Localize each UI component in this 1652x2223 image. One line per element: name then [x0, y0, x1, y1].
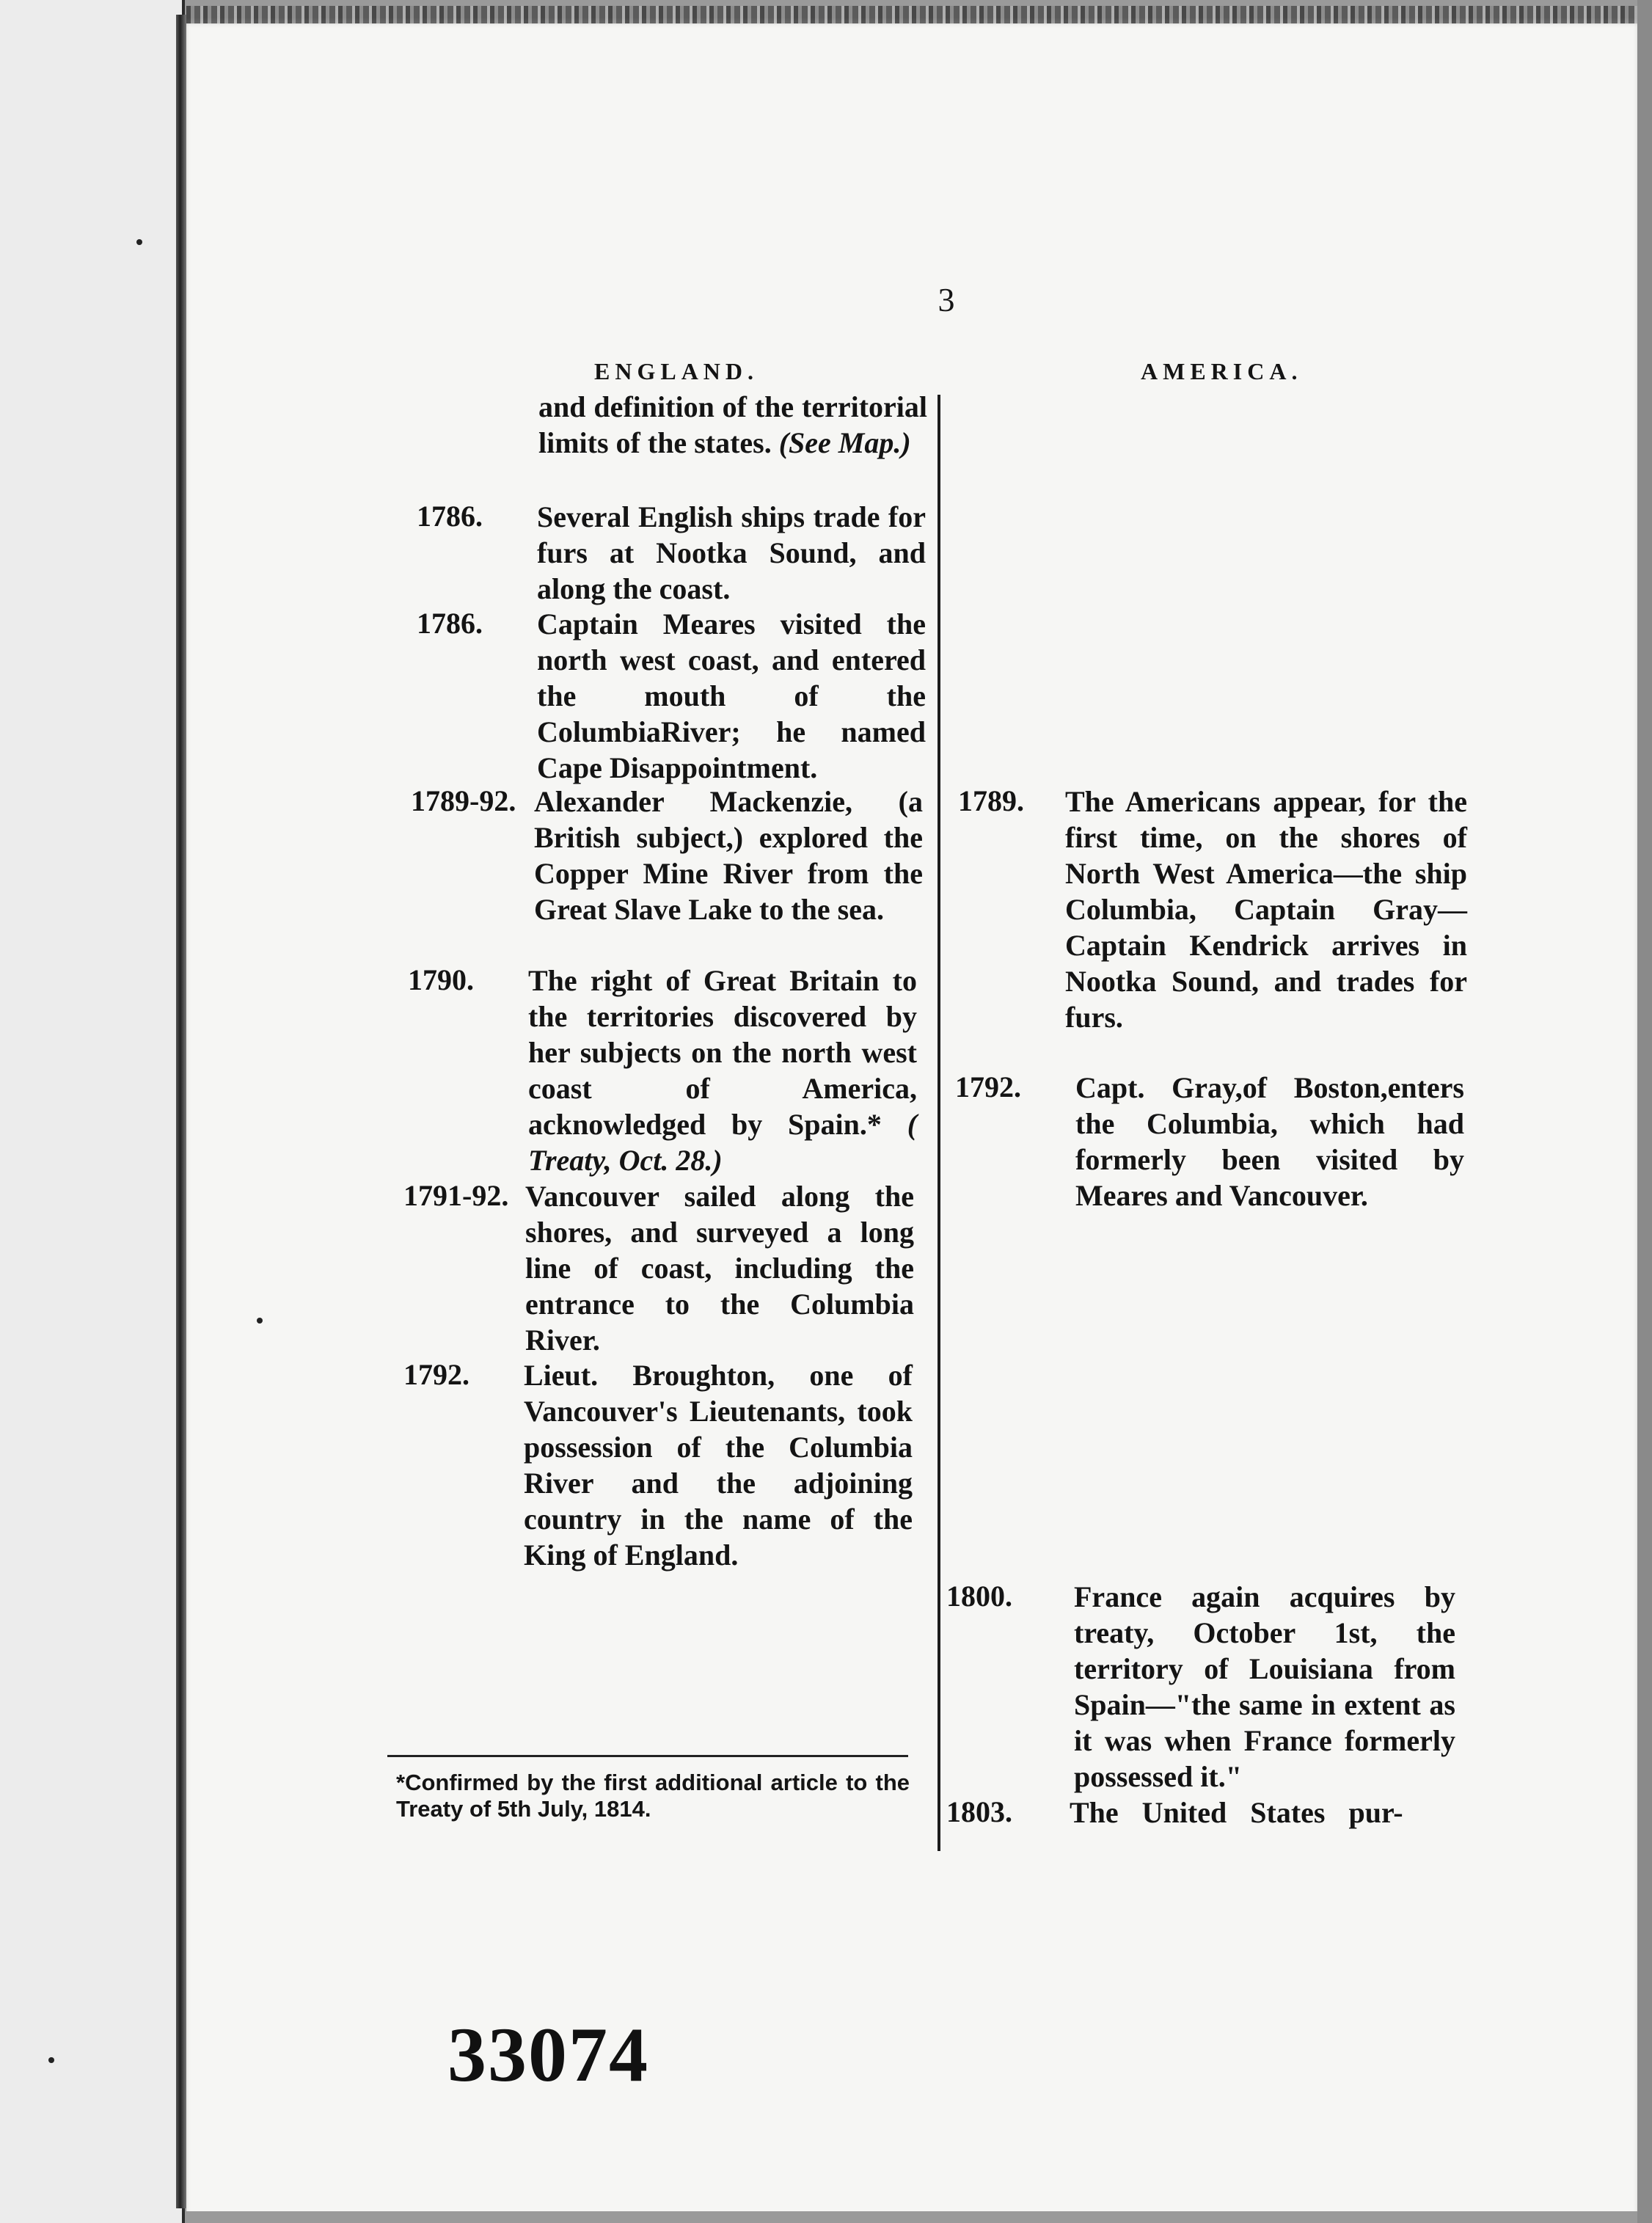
entry-text: The right of Great Britain to the territories discovered by her subjects on the north west coast of America, acknowledged by Spain.* — [528, 964, 917, 1141]
entry-year: 1791-92. — [403, 1179, 509, 1212]
facing-page-edge — [0, 0, 185, 2223]
entry-text: Alexander Mackenzie, (a British subject,) explored the Copper Mine River from the Great Slave Lake to the sea. — [534, 785, 923, 926]
entry-text: The United States pur- — [1070, 1796, 1403, 1829]
entry-text: The Americans appear, for the first time, on the shores of North West America—the ship Columbia, Captain Gray—Captain Kendrick arrives in Nootka Sound, and trades for furs. — [1065, 785, 1467, 1034]
treaty-reference: ( Treaty, Oct. 28.) — [528, 1108, 918, 1177]
page-top-edge — [186, 6, 1637, 23]
entry-text: Several English ships trade for furs at Nootka Sound, and along the coast. — [537, 500, 926, 605]
column-heading-america: AMERICA. — [1141, 358, 1303, 384]
entry-text: Lieut. Broughton, one of Vancouver's Lieutenants, took possession of the Columbia River and the adjoining country in the name of the King of England. — [524, 1359, 913, 1572]
ink-speck — [136, 239, 142, 245]
entry-text: Captain Meares visited the north west coast, and entered the mouth of the ColumbiaRiver; he named Cape Disappointment. — [537, 607, 926, 784]
entry-year: 1800. — [946, 1580, 1012, 1613]
entry-year: 1803. — [946, 1795, 1012, 1828]
accession-stamp: 33074 — [447, 2012, 649, 2098]
footnote: *Confirmed by the first additional article to the Treaty of 5th July, 1814. — [396, 1770, 910, 1822]
entry-text: France again acquires by treaty, October 1st, the territory of Louisiana from Spain—"the same in extent as it was when France formerly possessed it." — [1074, 1580, 1455, 1793]
ink-speck — [257, 1318, 263, 1324]
entry-text: Capt. Gray,of Boston,enters the Columbia, which had formerly been visited by Meares and Vancouver. — [1075, 1071, 1464, 1212]
entry-text: Vancouver sailed along the shores, and surveyed a long line of coast, including the entrance to the Columbia River. — [525, 1180, 914, 1357]
entry-year: 1786. — [417, 607, 483, 640]
entry-year: 1789. — [958, 784, 1024, 817]
entry-year: 1792. — [403, 1358, 469, 1391]
entry-year: 1789-92. — [411, 784, 516, 817]
entry-year: 1792. — [955, 1070, 1021, 1103]
column-heading-england: ENGLAND. — [594, 358, 759, 384]
continuation-text: and definition of the territorial limits of the states. — [538, 390, 927, 459]
column-divider — [938, 395, 940, 1851]
page-number: 3 — [938, 281, 955, 318]
entry-year: 1790. — [408, 963, 474, 996]
entry-year: 1786. — [417, 500, 483, 533]
footnote-rule — [387, 1755, 908, 1757]
book-spine — [176, 15, 186, 2208]
page-right-margin — [1637, 0, 1652, 2223]
ink-speck — [48, 2057, 54, 2063]
map-reference: (See Map.) — [778, 426, 911, 459]
